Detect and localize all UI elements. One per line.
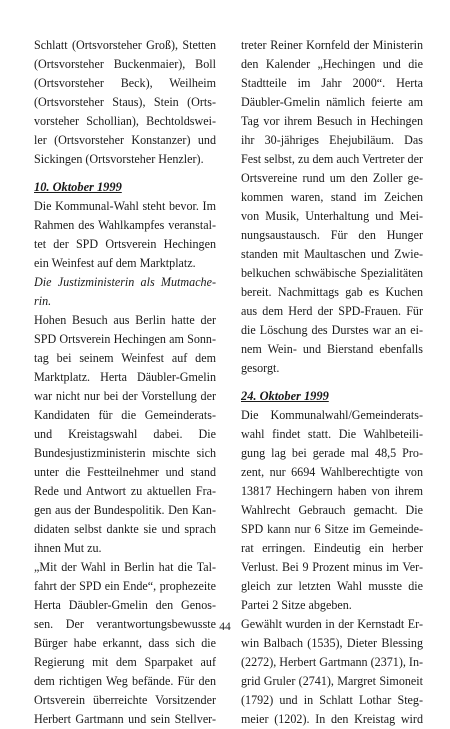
text-line: unter die Festteilnehmer und stand: [34, 465, 216, 479]
text-line: Verlust. Bei 9 Prozent minus im Ver-: [241, 560, 423, 574]
text-line: war nicht nur bei der Vorstellung der: [34, 389, 216, 403]
text-line: gleich zur letzten Wahl musste die: [241, 579, 423, 593]
text-line: wahl findet statt. Die Wahlbeteili-: [241, 427, 423, 441]
section-heading: 10. Oktober 1999: [34, 180, 122, 194]
text-line: tag bei seinem Weinfest auf dem: [34, 351, 216, 365]
text-line: didaten selbst dankte sie und sprach: [34, 522, 216, 536]
text-line: Stadtteile im Jahr 2000“. Herta: [241, 76, 423, 90]
paragraph-gap: [34, 169, 216, 178]
text-line: gen aus der Bundespolitik. Den Kan-: [34, 503, 216, 517]
text-line: bereit. Nachmittags gab es Kuchen: [241, 285, 423, 299]
text-line: Ortsvereine rund um den Zoller ge-: [241, 171, 423, 185]
text-line: Hohen Besuch aus Berlin hatte der: [34, 313, 216, 327]
text-line: 13817 Hechingern haben von ihrem: [241, 484, 423, 498]
text-line: dem richtigen Weg befände. Für den: [34, 674, 216, 688]
text-line: Däubler-Gmelin nämlich feierte am: [241, 95, 423, 109]
text-line: Rahmen des Wahlkampfes veranstal-: [34, 218, 216, 232]
text-line: SPD Ortsverein Hechingen am Sonn-: [34, 332, 216, 346]
text-line: Sickingen (Ortsvorsteher Henzler).: [34, 152, 204, 166]
text-line: standen mit Maultaschen und Zwie-: [241, 247, 423, 261]
text-line: Herta Däubler-Gmelin den Genos-: [34, 598, 216, 612]
text-line: (1792) und in Schlatt Lothar Steg-: [241, 693, 423, 707]
text-line: (Ortsvorsteher Beck), Weilheim: [34, 76, 216, 90]
text-line: Schlatt (Ortsvorsteher Groß), Stetten: [34, 38, 216, 52]
text-line: Gewählt wurden in der Kernstadt Er-: [241, 617, 423, 631]
text-line: Die Kommunalwahl/Gemeinderats-: [241, 408, 423, 422]
text-line: Wahlrecht Gebrauch gemacht. Die: [241, 503, 423, 517]
text-line: Fest selbst, zu dem auch Vertreter der: [241, 152, 423, 166]
section-heading: 24. Oktober 1999: [241, 389, 329, 403]
text-line: zent, nur 6694 Wahlberechtigte von: [241, 465, 423, 479]
text-line: Die Justizministerin als Mutmache-: [34, 275, 216, 289]
text-line: ihr 30-jähriges Ehejubiläum. Das: [241, 133, 423, 147]
text-line: und Kreistagswahl dabei. Die: [34, 427, 216, 441]
text-line: die Löschung des Durstes war an ei-: [241, 323, 423, 337]
text-line: win Balbach (1535), Dieter Blessing: [241, 636, 423, 650]
text-line: Ortsverein überreichte Vorsitzender: [34, 693, 216, 707]
text-line: rat erringen. Eindeutig ein herber: [241, 541, 423, 555]
text-line: nungsaustausch. Für den Hunger: [241, 228, 423, 242]
text-line: sen. Der verantwortungsbewusste: [34, 617, 216, 631]
text-line: treter Reiner Kornfeld der Ministerin: [241, 38, 423, 52]
text-line: Die Kommunal-Wahl steht bevor. Im: [34, 199, 216, 213]
text-line: Kandidaten für die Gemeinderats-: [34, 408, 216, 422]
text-line: kommen waren, stand im Zeichen: [241, 190, 423, 204]
text-line: „Mit der Wahl in Berlin hat die Tal-: [34, 560, 216, 574]
text-line: nem Wein- und Bierstand ebenfalls: [241, 342, 423, 356]
text-line: (Ortsvorsteher Buckenmaier), Boll: [34, 57, 216, 71]
text-line: Bürger habe erkannt, dass sich die: [34, 636, 216, 650]
text-line: (2272), Herbert Gartmann (2371), In-: [241, 655, 423, 669]
text-line: Partei 2 Sitze abgeben.: [241, 598, 352, 612]
text-line: Regierung mit dem Sparpaket auf: [34, 655, 216, 669]
text-line: ihnen Mut zu.: [34, 541, 102, 555]
text-line: Herbert Gartmann und sein Stellver-: [34, 712, 216, 726]
text-line: von Musik, Unterhaltung und Mei-: [241, 209, 423, 223]
text-line: gung lag bei gerade mal 48,5 Pro-: [241, 446, 423, 460]
text-line: ler (Ortsvorsteher Konstanzer) und: [34, 133, 216, 147]
text-line: vorsteher Schollian), Bechtoldswei-: [34, 114, 216, 128]
text-line: Marktplatz. Herta Däubler-Gmelin: [34, 370, 216, 384]
text-line: meier (1202). In den Kreistag wird: [241, 712, 423, 726]
text-line: SPD kann nur 6 Sitze im Gemeinde-: [241, 522, 423, 536]
text-line: den Kalender „Hechingen und die: [241, 57, 423, 71]
text-line: (Ortsvorsteher Staus), Stein (Orts-: [34, 95, 216, 109]
text-line: tet der SPD Ortsverein Hechingen: [34, 237, 216, 251]
text-line: Tag vor ihrem Besuch in Hechingen: [241, 114, 423, 128]
text-line: gesorgt.: [241, 361, 280, 375]
text-line: grid Gruler (2741), Margret Simoneit: [241, 674, 423, 688]
page-number: 44: [219, 621, 231, 633]
text-line: ein Weinfest auf dem Marktplatz.: [34, 256, 196, 270]
text-line: Bundesjustizministerin mischte sich: [34, 446, 216, 460]
text-line: Rede und Antwort zu aktuellen Fra-: [34, 484, 216, 498]
text-line: rin.: [34, 294, 52, 308]
text-line: belkuchen schwäbische Spezialitäten: [241, 266, 423, 280]
text-line: fahrt der SPD ein Ende“, prophezeite: [34, 579, 216, 593]
paragraph-gap: [241, 378, 423, 387]
text-line: aus dem Herd der SPD-Frauen. Für: [241, 304, 423, 318]
